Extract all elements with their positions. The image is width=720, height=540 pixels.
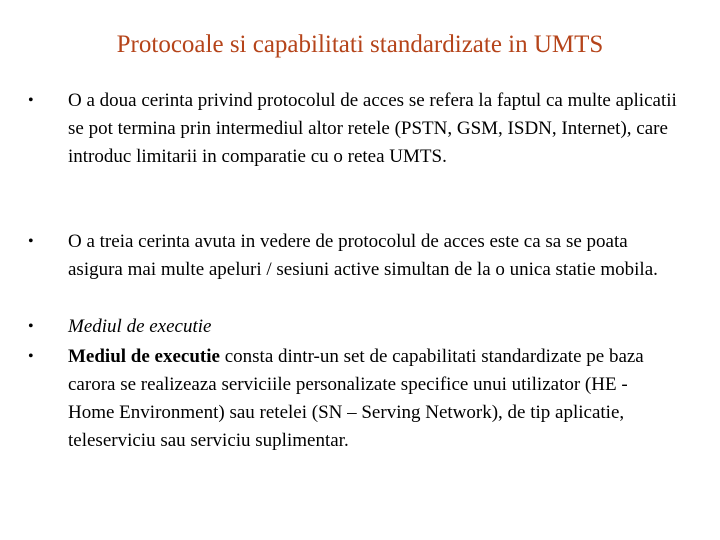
bullet-text: O a treia cerinta avuta in vedere de protocolul de acces este ca sa se poata asigura mai multe apeluri / sesiuni active simultan de la o unica statie mobila.: [68, 231, 658, 280]
bullet-text: [68, 343, 678, 455]
slide-title: Protocoale si capabilitati standardizate in UMTS: [116, 31, 604, 58]
bullet-body: consta dintr-un set de capabilitati standardizate pe baza carora se realizeaza serviciile personalizate specifice unui utilizator (HE - Home Environment) sau retelei (SN – Serving Network), de tip aplicatie, teleserviciu sau serviciu suplimentar.: [68, 346, 644, 451]
bullet-icon: •: [28, 348, 34, 365]
bullet-icon: •: [28, 92, 34, 109]
bold-lead: Mediul de executie: [68, 346, 220, 367]
bullet-icon: •: [28, 318, 34, 335]
italic-heading: Mediul de executie: [68, 316, 212, 337]
bullet-icon: •: [28, 233, 34, 250]
bullet-text: O a doua cerinta privind protocolul de acces se refera la faptul ca multe aplicatii se pot termina prin intermediul altor retele (PSTN, GSM, ISDN, Internet), care introduc limitarii in comparatie cu o retea UMTS.: [68, 90, 677, 167]
bullet-text: [68, 313, 678, 341]
